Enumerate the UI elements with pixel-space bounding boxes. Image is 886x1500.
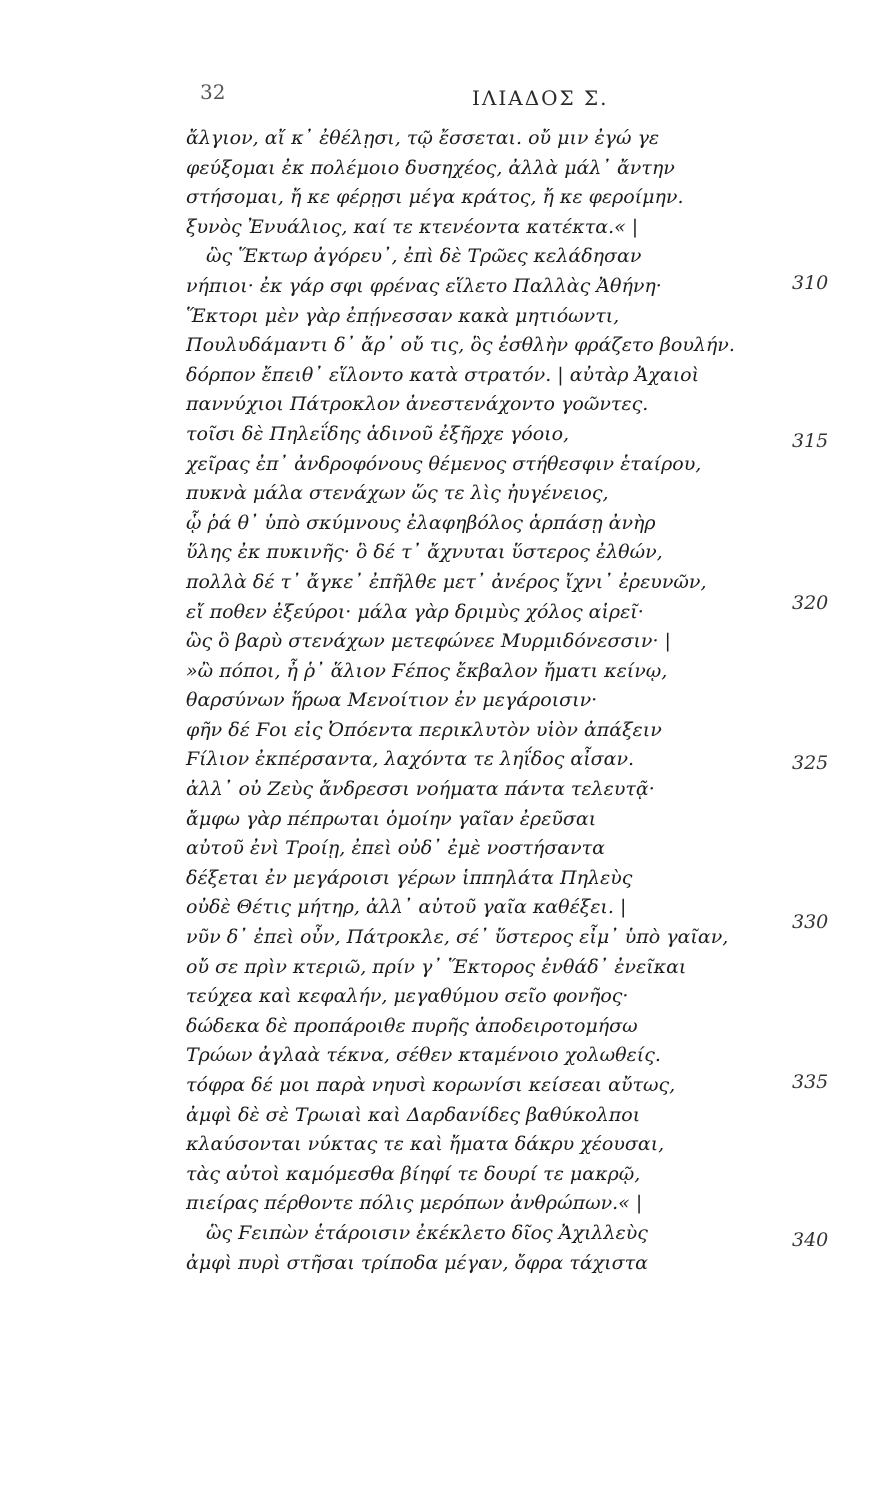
verse-line: δόρπον ἔπειθ᾽ εἵλοντο κατὰ στρατόν. | αὐτὰρ Ἀχαιοὶ bbox=[186, 363, 700, 386]
line-number: 335 bbox=[792, 1071, 829, 1093]
verse-line: αὐτοῦ ἐνὶ Τροίῃ, ἐπεὶ οὐδ᾽ ἐμὲ νοστήσαντα bbox=[186, 837, 606, 860]
verse-line: ἀλλ᾽ οὐ Ζεὺς ἄνδρεσσι νοήματα πάντα τελευτᾷ· bbox=[186, 778, 655, 801]
verse-text bbox=[186, 124, 776, 1278]
verse-line: ὣς ὃ βαρὺ στενάχων μετεφώνεε Μυρμιδόνεσσιν· | bbox=[186, 630, 671, 653]
verse-line: ὣς Ϝειπὼν ἑτάροισιν ἐκέκλετο δῖος Ἀχιλλεὺς bbox=[206, 1221, 648, 1244]
verse-line: ἄμφω γὰρ πέπρωται ὁμοίην γαῖαν ἐρεῦσαι bbox=[186, 807, 597, 830]
verse-line: φῆν δέ Ϝοι εἰς Ὀπόεντα περικλυτὸν υἱὸν ἀπάξειν bbox=[186, 718, 662, 741]
verse-line: ᾧ ῥά θ᾽ ὑπὸ σκύμνους ἐλαφηβόλος ἁρπάσῃ ἀνὴρ bbox=[186, 511, 656, 534]
verse-line: οὐδὲ Θέτις μήτηρ, ἀλλ᾽ αὐτοῦ γαῖα καθέξει. | bbox=[186, 896, 627, 919]
verse-line: Ἕκτορι μὲν γὰρ ἐπῄνεσσαν κακὰ μητιόωντι, bbox=[186, 304, 620, 327]
verse-line: τόφρα δέ μοι παρὰ νηυσὶ κορωνίσι κείσεαι αὔτως, bbox=[186, 1074, 676, 1096]
verse-line: πολλὰ δέ τ᾽ ἄγκε᾽ ἐπῆλθε μετ᾽ ἀνέρος ἴχνι᾽ ἐρευνῶν, bbox=[186, 570, 707, 593]
verse-line: δέξεται ἐν μεγάροισι γέρων ἱππηλάτα Πηλεὺς bbox=[186, 866, 633, 889]
verse-line: »ὢ πόποι, ἦ ῥ᾽ ἅλιον Ϝέπος ἔκβαλον ἤματι κείνῳ, bbox=[186, 659, 668, 682]
verse-line: Τρώων ἀγλαὰ τέκνα, σέθεν κταμένοιο χολωθείς. bbox=[186, 1044, 661, 1067]
line-number: 315 bbox=[792, 430, 829, 452]
verse-line: Ϝίλιον ἐκπέρσαντα, λαχόντα τε ληΐδος αἶσαν. bbox=[186, 748, 635, 771]
verse-line: νῦν δ᾽ ἐπεὶ οὖν, Πάτροκλε, σέ᾽ ὕστερος εἶμ᾽ ὑπὸ γαῖαν, bbox=[186, 926, 729, 949]
verse-line: κλαύσονται νύκτας τε καὶ ἤματα δάκρυ χέουσαι, bbox=[186, 1133, 665, 1156]
verse-line: ὣς Ἕκτωρ ἀγόρευ᾽, ἐπὶ δὲ Τρῶες κελάδησαν bbox=[206, 245, 642, 268]
verse-line: τὰς αὐτοὶ καμόμεσθα βίηφί τε δουρί τε μακρῷ, bbox=[186, 1162, 641, 1185]
verse-line: θαρσύνων ἥρωα Μενοίτιον ἐν μεγάροισιν· bbox=[186, 689, 598, 712]
verse-line: τοῖσι δὲ Πηλεΐδης ἁδινοῦ ἐξῆρχε γόοιο, bbox=[186, 422, 570, 445]
verse-line: ἄλγιον, αἴ κ᾽ ἐθέλῃσι, τῷ ἔσσεται. οὔ μιν ἐγώ γε bbox=[186, 127, 660, 149]
verse-line: ἀμφὶ δὲ σὲ Τρωιαὶ καὶ Δαρδανίδες βαθύκολποι bbox=[186, 1103, 641, 1126]
verse-line: στήσομαι, ἤ κε φέρῃσι μέγα κράτος, ἤ κε φεροίμην. bbox=[186, 186, 684, 209]
verse-line: χεῖρας ἐπ᾽ ἀνδροφόνους θέμενος στήθεσφιν ἑταίρου, bbox=[186, 452, 702, 475]
verse-line: φεύξομαι ἐκ πολέμοιο δυσηχέος, ἀλλὰ μάλ᾽ ἄντην bbox=[186, 156, 675, 179]
verse-line: ἀμφὶ πυρὶ στῆσαι τρίποδα μέγαν, ὄφρα τάχιστα bbox=[186, 1251, 648, 1274]
verse-line: νήπιοι· ἐκ γάρ σφι φρένας εἵλετο Παλλὰς Ἀθήνη· bbox=[186, 274, 662, 297]
verse-line: πιείρας πέρθοντε πόλις μερόπων ἀνθρώπων.« | bbox=[186, 1192, 643, 1215]
verse-line: πυκνὰ μάλα στενάχων ὥς τε λὶς ἠυγένειος, bbox=[186, 482, 609, 505]
verse-line: ξυνὸς Ἐνυάλιος, καί τε κτενέοντα κατέκτα.« | bbox=[186, 215, 639, 238]
verse-line: παννύχιοι Πάτροκλον ἀνεστενάχοντο γοῶντες. bbox=[186, 393, 649, 416]
verse-line: οὔ σε πρὶν κτεριῶ, πρίν γ᾽ Ἕκτορος ἐνθάδ᾽ ἐνεῖκαι bbox=[186, 955, 687, 978]
line-number: 325 bbox=[792, 752, 829, 774]
page-number: 32 bbox=[200, 80, 226, 104]
verse-line: εἴ ποθεν ἐξεύροι· μάλα γὰρ δριμὺς χόλος αἱρεῖ· bbox=[186, 600, 644, 623]
verse-line: Πουλυδάμαντι δ᾽ ἄρ᾽ οὔ τις, ὃς ἐσθλὴν φράζετο βουλήν. bbox=[186, 334, 735, 357]
line-number: 310 bbox=[792, 272, 829, 294]
verse-line: τεύχεα καὶ κεφαλήν, μεγαθύμου σεῖο φονῆος· bbox=[186, 985, 629, 1008]
running-head: ΙΛΙΑΔΟΣ Σ. bbox=[472, 86, 609, 110]
verse-line: δώδεκα δὲ προπάροιθε πυρῆς ἀποδειροτομήσω bbox=[186, 1014, 638, 1037]
verse-line: ὕλης ἐκ πυκινῆς· ὃ δέ τ᾽ ἄχνυται ὕστερος ἐλθών, bbox=[186, 541, 663, 564]
line-number: 340 bbox=[792, 1229, 829, 1251]
line-number: 320 bbox=[792, 592, 829, 614]
line-number: 330 bbox=[792, 911, 829, 933]
